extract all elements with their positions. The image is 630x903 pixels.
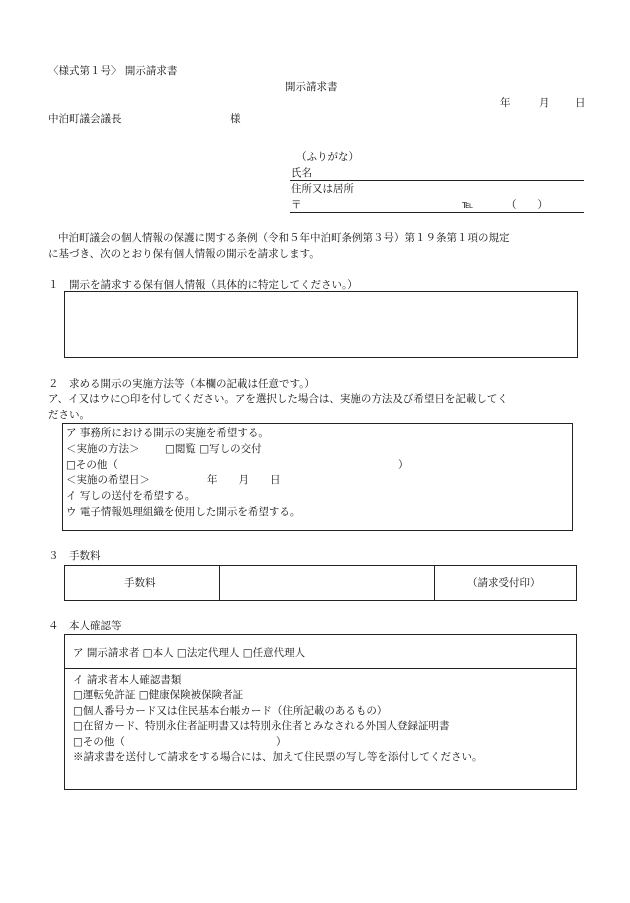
section-2-instruction-2: ださい。 xyxy=(48,409,90,421)
postal-mark: 〒 xyxy=(291,199,302,211)
name-field-line[interactable] xyxy=(290,180,584,181)
identity-doc-option[interactable]: □個人番号カード又は住民基本台帳カード（住所記載のあるもの） xyxy=(73,705,388,717)
date-year: 年 xyxy=(500,97,511,109)
requester-type-line[interactable]: ア 開示請求者 □本人 □法定代理人 □任意代理人 xyxy=(73,647,306,659)
address-field-line[interactable] xyxy=(290,212,584,213)
intro-line-1: 中泊町議会の個人情報の保護に関する条例（令和５年中泊町条例第３号）第１９条第１項の規定 xyxy=(58,232,510,244)
furigana-label: （ふりがな） xyxy=(296,151,359,163)
section-1-heading: １ 開示を請求する保有個人情報（具体的に特定してください。） xyxy=(48,279,358,291)
intro-line-2: に基づき、次のとおり保有個人情報の開示を請求します。 xyxy=(48,248,320,260)
form-title: 開示請求書 xyxy=(285,81,338,93)
fee-divider-1 xyxy=(219,565,220,601)
desired-date-value[interactable]: 年 月 日 xyxy=(207,474,281,486)
address-label: 住所又は居所 xyxy=(291,183,354,195)
mail-note: ※請求書を送付して請求をする場合には、加えて住民票の写し等を添付してください。 xyxy=(73,751,483,763)
identity-divider xyxy=(64,668,577,669)
section-3-heading: ３ 手数料 xyxy=(48,550,101,562)
reception-stamp-label: （請求受付印） xyxy=(467,577,541,589)
section-4-heading: ４ 本人確認等 xyxy=(48,620,122,632)
option-b-copy-mail[interactable]: イ 写しの送付を希望する。 xyxy=(66,490,196,502)
addressee-suffix: 様 xyxy=(230,113,241,125)
requested-info-box[interactable] xyxy=(64,291,578,358)
method-other-checkbox[interactable]: □その他（ xyxy=(66,459,118,471)
identity-doc-option[interactable]: □運転免許証 □健康保険被保険者証 xyxy=(73,689,244,701)
date-month: 月 xyxy=(539,97,550,109)
tel-icon: ℡ xyxy=(462,199,474,211)
fee-label: 手数料 xyxy=(124,577,156,589)
method-label: ＜実施の方法＞ xyxy=(66,443,140,455)
method-options[interactable]: □閲覧 □写しの交付 xyxy=(165,443,262,455)
name-label: 氏名 xyxy=(291,167,312,179)
form-number: 〈様式第１号〉 開示請求書 xyxy=(48,65,178,77)
addressee: 中泊町議会議長 xyxy=(48,113,122,125)
identity-doc-other[interactable]: □その他（ xyxy=(73,736,125,748)
identity-docs-heading: イ 請求者本人確認書類 xyxy=(73,674,182,686)
requested-info-content xyxy=(65,292,577,300)
method-other-close: ） xyxy=(398,459,409,471)
identity-doc-other-close: ） xyxy=(276,736,287,748)
desired-date-label: ＜実施の希望日＞ xyxy=(66,474,150,486)
fee-divider-2 xyxy=(434,565,435,601)
option-c-electronic[interactable]: ウ 電子情報処理組織を使用した開示を希望する。 xyxy=(66,506,301,518)
identity-doc-option[interactable]: □在留カード、特別永住者証明書又は特別永住者とみなされる外国人登録証明書 xyxy=(73,720,450,732)
section-2-instruction-1: ア、イ又はウに○印を付してください。アを選択した場合は、実施の方法及び希望日を記載してく xyxy=(48,393,508,405)
date-day: 日 xyxy=(575,97,586,109)
tel-area-code: （ ） xyxy=(506,199,548,211)
option-a-office-disclosure[interactable]: ア 事務所における開示の実施を希望する。 xyxy=(66,427,269,439)
section-2-heading: ２ 求める開示の実施方法等（本欄の記載は任意です。） xyxy=(48,378,315,390)
